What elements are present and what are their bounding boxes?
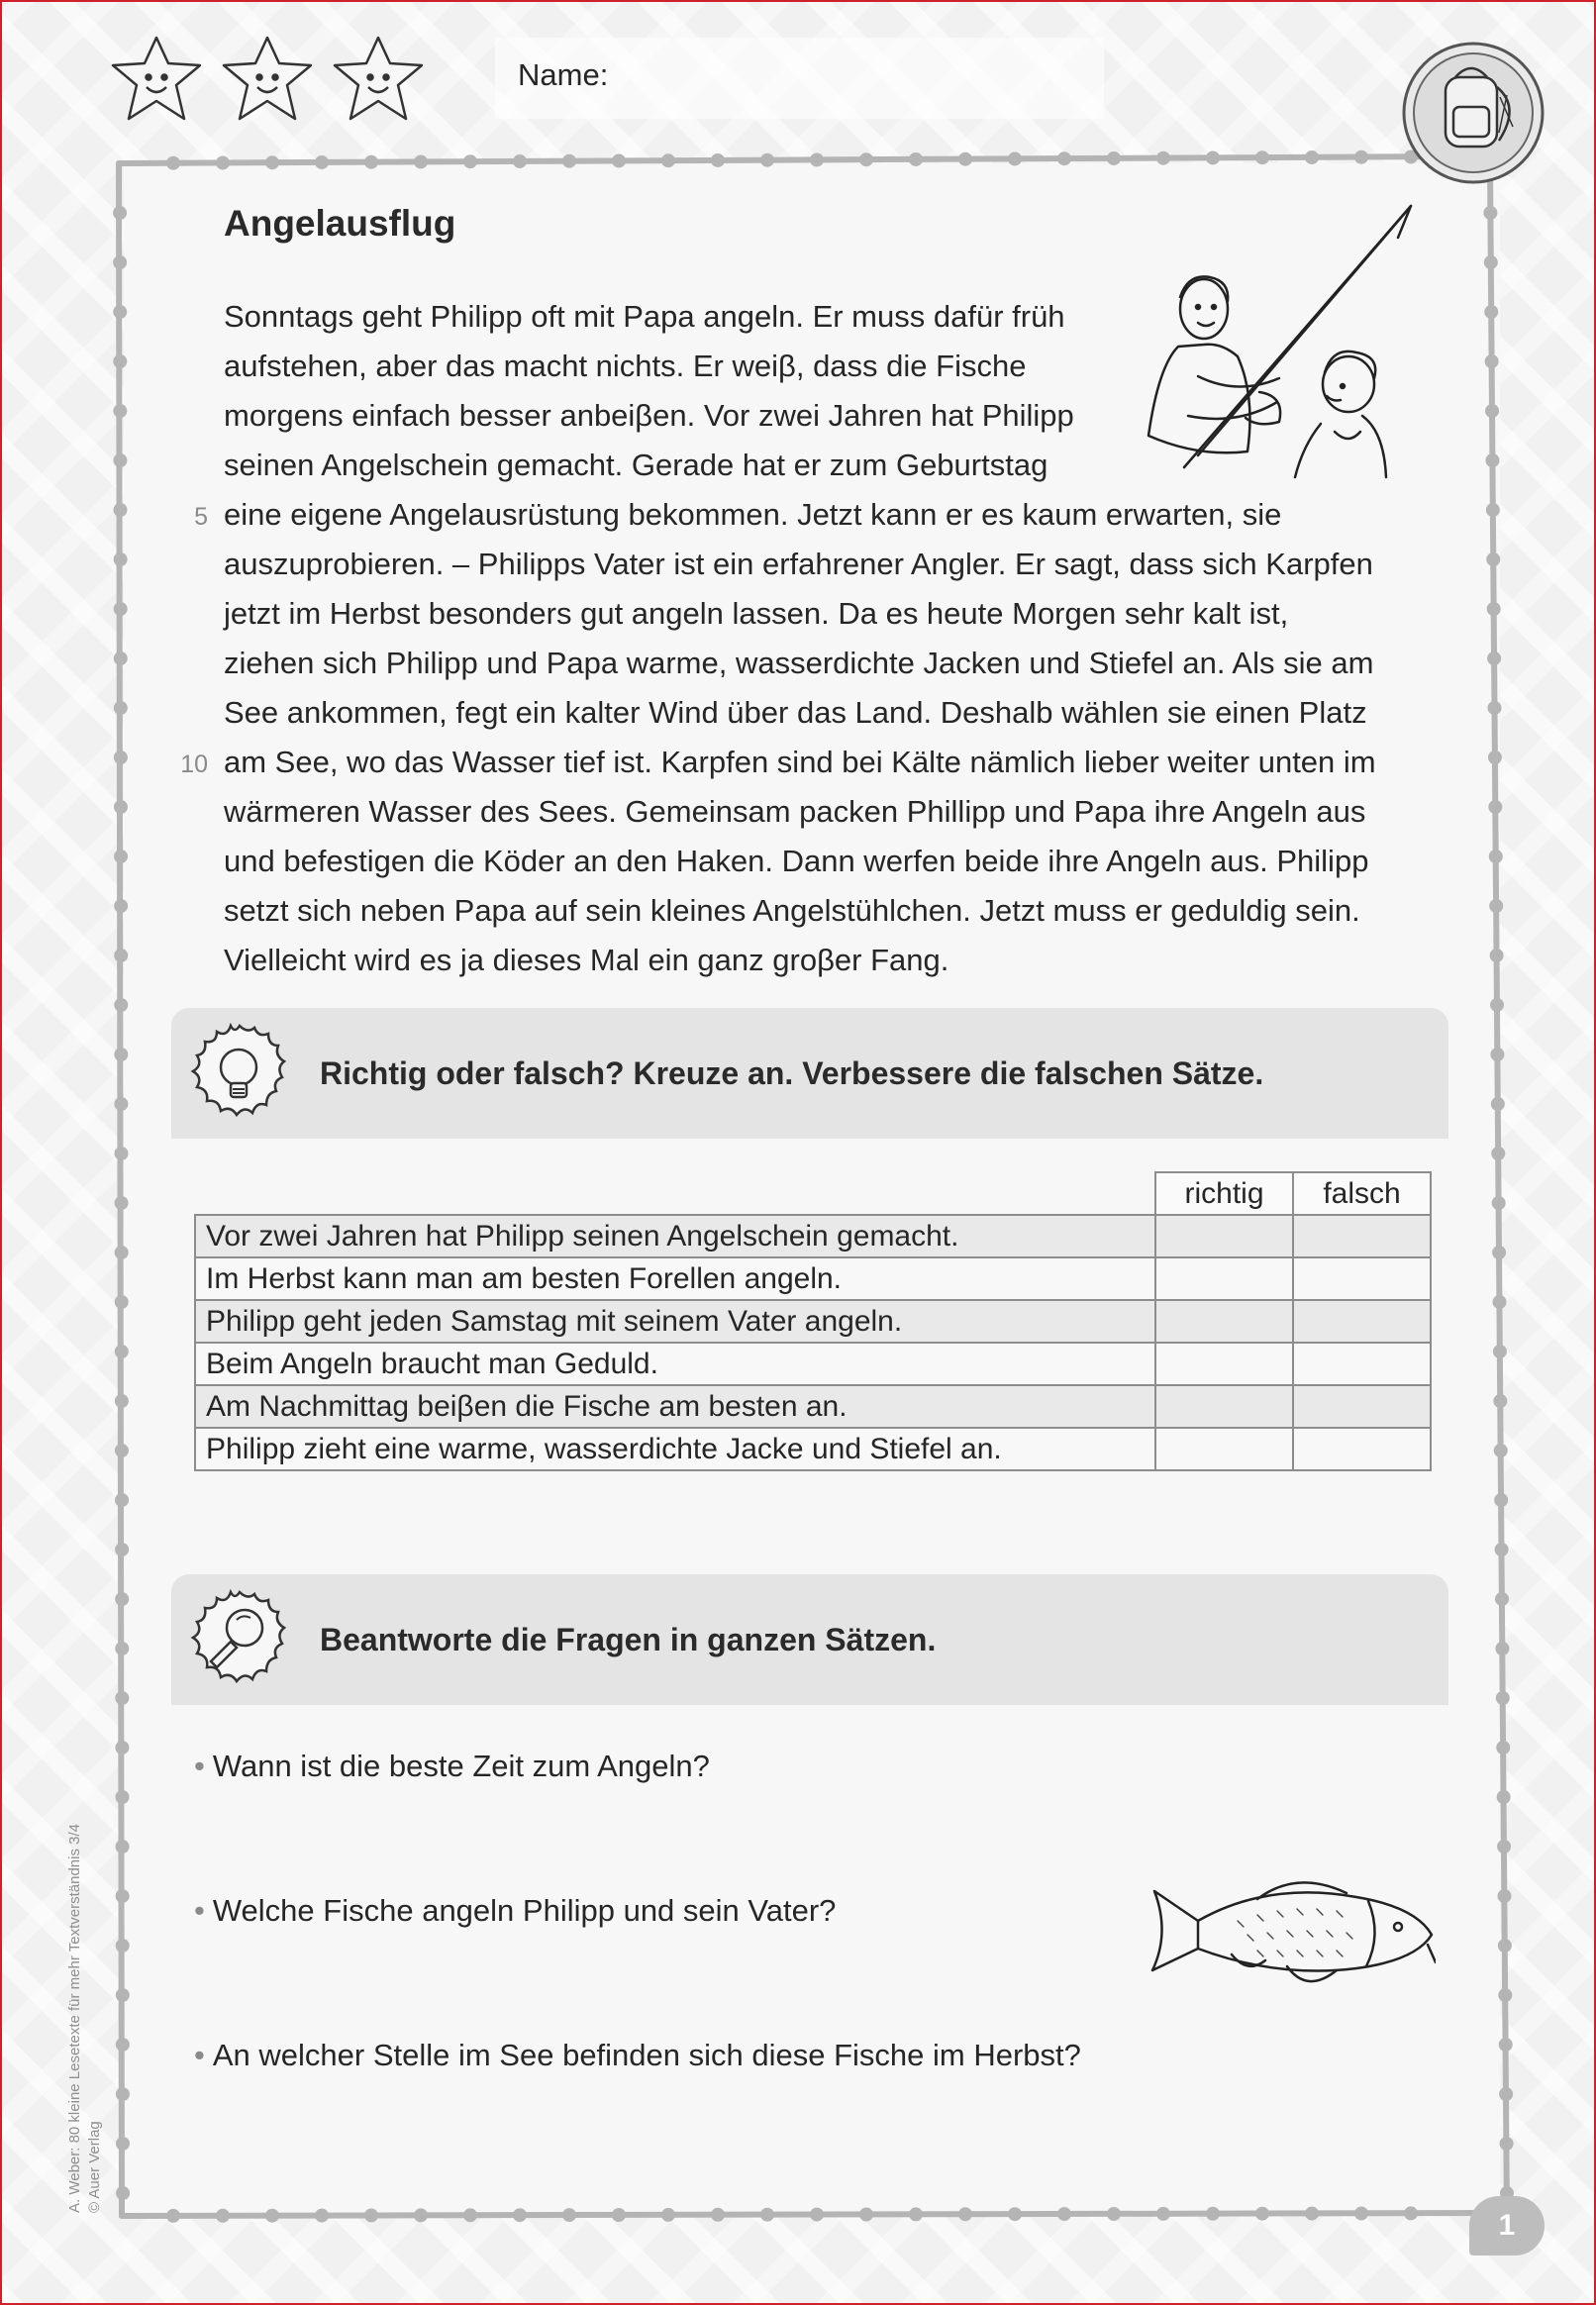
task-instruction-box bbox=[171, 1008, 1448, 1139]
frame-dot bbox=[1057, 151, 1071, 165]
checkbox-richtig[interactable] bbox=[1155, 1385, 1293, 1428]
frame-dot bbox=[958, 2207, 972, 2221]
magnifier-icon bbox=[185, 1588, 294, 1700]
story-line: Sonntags geht Philipp oft mit Papa angeln. Er muss dafür früh bbox=[224, 299, 1065, 334]
frame-dot bbox=[1497, 1840, 1511, 1854]
story-line: jetzt im Herbst besonders gut angeln lassen. Da es heute Morgen sehr kalt ist, bbox=[224, 596, 1289, 631]
line-number: 10 bbox=[180, 751, 208, 778]
frame-dot bbox=[1488, 800, 1502, 814]
frame-dot bbox=[1487, 602, 1501, 616]
question-text: An welcher Stelle im See befinden sich diese Fische im Herbst? bbox=[212, 2038, 1081, 2072]
statement-text: Philipp zieht eine warme, wasserdichte Jacke und Stiefel an. bbox=[195, 1428, 1155, 1470]
frame-dot bbox=[958, 152, 972, 166]
frame-dot bbox=[1255, 2207, 1269, 2221]
story-line: wärmeren Wasser des Sees. Gemeinsam packen Phillipp und Papa ihre Angeln aus bbox=[224, 794, 1366, 829]
frame-dot bbox=[661, 153, 675, 167]
backpack-badge-icon bbox=[1396, 38, 1554, 201]
frame-dot bbox=[1008, 151, 1022, 165]
frame-dot bbox=[115, 1592, 129, 1606]
line-number: 5 bbox=[194, 503, 208, 531]
frame-dot bbox=[612, 2208, 626, 2222]
checkbox-falsch[interactable] bbox=[1293, 1385, 1431, 1428]
frame-dot bbox=[1255, 150, 1269, 164]
statement-text: Vor zwei Jahren hat Philipp seinen Angelschein gemacht. bbox=[195, 1215, 1155, 1257]
frame-dot bbox=[113, 453, 127, 467]
frame-dot bbox=[463, 154, 477, 168]
frame-dot bbox=[1486, 552, 1500, 566]
frame-dot bbox=[115, 1444, 129, 1457]
frame-dot bbox=[1495, 1642, 1509, 1655]
frame-dot bbox=[859, 152, 873, 166]
frame-dot bbox=[1486, 503, 1500, 517]
frame-dot bbox=[1483, 206, 1497, 220]
frame-dot bbox=[113, 255, 127, 269]
story-line: seinen Angelschein gemacht. Gerade hat er zum Geburtstag bbox=[224, 448, 1048, 482]
story-line: aufstehen, aber das macht nichts. Er weiβ, dass die Fische bbox=[224, 349, 1027, 383]
frame-dot bbox=[909, 2207, 923, 2221]
frame-dot bbox=[115, 1394, 129, 1408]
frame-dot bbox=[115, 1741, 129, 1754]
question-item: • Welche Fische angeln Philipp und sein Vater? bbox=[194, 1893, 837, 1928]
story-line: auszuprobieren. – Philipps Vater ist ein erfahrener Angler. Er sagt, dass sich Karpfen bbox=[224, 547, 1373, 581]
rating-stars bbox=[109, 30, 446, 134]
frame-dot bbox=[116, 1840, 130, 1854]
frame-dot bbox=[113, 354, 127, 368]
frame-dot bbox=[216, 2209, 230, 2223]
statement-text: Philipp geht jeden Samstag mit seinem Vater angeln. bbox=[195, 1300, 1155, 1343]
frame-dot bbox=[1495, 1543, 1509, 1556]
frame-dot bbox=[1354, 150, 1368, 164]
checkbox-falsch[interactable] bbox=[1293, 1257, 1431, 1300]
checkbox-falsch[interactable] bbox=[1293, 1428, 1431, 1470]
frame-dot bbox=[114, 949, 128, 962]
table-row bbox=[195, 1300, 1431, 1343]
frame-dot bbox=[612, 153, 626, 167]
frame-dot bbox=[166, 2209, 180, 2223]
frame-dot bbox=[1494, 1493, 1508, 1507]
frame-dot bbox=[909, 152, 923, 166]
credit-line: A. Weber: 80 kleine Lesetexte für mehr Textverständnis 3/4 bbox=[66, 1824, 83, 2213]
frame-dot bbox=[1485, 404, 1499, 418]
frame-dot bbox=[116, 2137, 130, 2151]
frame-dot bbox=[116, 2038, 130, 2052]
frame-dot bbox=[513, 2208, 527, 2222]
frame-dot bbox=[1354, 2206, 1368, 2220]
frame-dot bbox=[1492, 1196, 1506, 1210]
frame-dot bbox=[115, 1345, 129, 1358]
frame-dot bbox=[116, 1889, 130, 1903]
frame-dot bbox=[1498, 1988, 1512, 2002]
frame-dot bbox=[1489, 850, 1503, 863]
frame-dot bbox=[114, 800, 128, 814]
frame-dot bbox=[1500, 2137, 1514, 2151]
frame-dot bbox=[1484, 305, 1498, 319]
frame-dot bbox=[113, 404, 127, 418]
frame-dot bbox=[115, 1691, 129, 1705]
statement-text: Beim Angeln braucht man Geduld. bbox=[195, 1343, 1155, 1385]
publisher-credit bbox=[65, 1824, 105, 2213]
task-instruction: Richtig oder falsch? Kreuze an. Verbessere die falschen Sätze. bbox=[320, 1055, 1264, 1091]
task-instruction-box bbox=[171, 1574, 1448, 1705]
story-line: und befestigen die Köder an den Haken. Dann werfen beide ihre Angeln aus. Philipp bbox=[224, 844, 1369, 878]
frame-dot bbox=[1487, 651, 1501, 665]
frame-dot bbox=[1485, 453, 1499, 467]
checkbox-richtig[interactable] bbox=[1155, 1343, 1293, 1385]
frame-dot bbox=[1008, 2207, 1022, 2221]
true-false-table bbox=[194, 1171, 1432, 1471]
frame-dot bbox=[1494, 1444, 1508, 1457]
statement-text: Am Nachmittag beiβen die Fische am besten an. bbox=[195, 1385, 1155, 1428]
checkbox-falsch[interactable] bbox=[1293, 1300, 1431, 1343]
frame-dot bbox=[1488, 751, 1502, 764]
frame-dot bbox=[114, 998, 128, 1012]
frame-dot bbox=[1493, 1345, 1507, 1358]
frame-dot bbox=[414, 154, 428, 168]
frame-dot bbox=[115, 1543, 129, 1556]
table-row bbox=[195, 1257, 1431, 1300]
carp-illustration bbox=[1148, 1871, 1436, 2005]
frame-dot bbox=[114, 1048, 128, 1061]
frame-dot bbox=[1156, 151, 1170, 165]
frame-dot bbox=[1107, 151, 1121, 165]
story-line: eine eigene Angelausrüstung bekommen. Jetzt kann er es kaum erwarten, sie bbox=[224, 497, 1282, 532]
frame-dot bbox=[114, 503, 128, 517]
frame-dot bbox=[1057, 2207, 1071, 2221]
frame-dot bbox=[116, 1988, 130, 2002]
frame-dot bbox=[414, 2208, 428, 2222]
frame-dot bbox=[113, 206, 127, 220]
frame-dot bbox=[114, 850, 128, 863]
frame-dot bbox=[1156, 2207, 1170, 2221]
checkbox-richtig[interactable] bbox=[1155, 1300, 1293, 1343]
frame-dot bbox=[810, 152, 824, 166]
frame-dot bbox=[114, 552, 128, 566]
frame-dot bbox=[859, 2207, 873, 2221]
story-line: See ankommen, fegt ein kalter Wind über das Land. Deshalb wählen sie einen Platz bbox=[224, 695, 1367, 730]
question-text: Welche Fische angeln Philipp und sein Vater? bbox=[212, 1893, 837, 1928]
frame-dot bbox=[315, 2209, 329, 2223]
frame-dot bbox=[1499, 2087, 1513, 2101]
frame-dot bbox=[115, 1790, 129, 1804]
frame-dot bbox=[1490, 998, 1504, 1012]
frame-dot bbox=[1488, 701, 1502, 715]
frame-dot bbox=[661, 2208, 675, 2222]
frame-dot bbox=[364, 155, 378, 169]
frame-dot bbox=[513, 154, 527, 168]
frame-dot bbox=[1493, 1394, 1507, 1408]
frame-dot bbox=[116, 1939, 130, 1953]
question-item: • An welcher Stelle im See befinden sich diese Fische im Herbst? bbox=[194, 2038, 1081, 2072]
frame-dot bbox=[1493, 1295, 1507, 1309]
table-header-row bbox=[195, 1172, 1431, 1215]
story-line: am See, wo das Wasser tief ist. Karpfen sind bei Kälte nämlich lieber weiter unten im bbox=[224, 745, 1376, 779]
checkbox-richtig[interactable] bbox=[1155, 1257, 1293, 1300]
frame-dot bbox=[115, 1295, 129, 1309]
frame-dot bbox=[1206, 2207, 1220, 2221]
frame-dot bbox=[711, 2208, 725, 2222]
frame-dot bbox=[1305, 150, 1319, 164]
task-instruction: Beantworte die Fragen in ganzen Sätzen. bbox=[320, 1622, 937, 1657]
frame-dot bbox=[562, 2208, 576, 2222]
checkbox-richtig[interactable] bbox=[1155, 1428, 1293, 1470]
frame-dot bbox=[1498, 1939, 1512, 1953]
frame-dot bbox=[1496, 1691, 1510, 1705]
frame-dot bbox=[760, 2208, 774, 2222]
frame-dot bbox=[1489, 899, 1503, 913]
frame-dot bbox=[562, 154, 576, 168]
frame-dot bbox=[1490, 949, 1504, 962]
frame-dot bbox=[265, 155, 279, 169]
credit-line: © Auer Verlag bbox=[86, 2121, 103, 2213]
frame-dot bbox=[760, 153, 774, 167]
frame-dot bbox=[1496, 1741, 1510, 1754]
frame-dot bbox=[114, 1097, 128, 1111]
frame-dot bbox=[115, 1642, 129, 1655]
frame-dot bbox=[113, 305, 127, 319]
frame-dot bbox=[115, 1147, 129, 1160]
column-header-falsch: falsch bbox=[1293, 1172, 1431, 1215]
table-row bbox=[195, 1385, 1431, 1428]
frame-dot bbox=[1491, 1097, 1505, 1111]
story-line: setzt sich neben Papa auf sein kleines Angelstühlchen. Jetzt muss er geduldig sein. bbox=[224, 893, 1360, 928]
frame-dot bbox=[1485, 354, 1499, 368]
story-line: ziehen sich Philipp und Papa warme, wasserdichte Jacken und Stiefel an. Als sie am bbox=[224, 646, 1374, 680]
frame-dot bbox=[115, 1493, 129, 1507]
frame-dot bbox=[1492, 1246, 1506, 1259]
frame-dot bbox=[216, 155, 230, 169]
story-title: Angelausflug bbox=[224, 203, 456, 244]
table-row bbox=[195, 1343, 1431, 1385]
frame-dot bbox=[463, 2208, 477, 2222]
frame-dot bbox=[1499, 2038, 1513, 2052]
frame-dot bbox=[1107, 2207, 1121, 2221]
story-line: morgens einfach besser anbeiβen. Vor zwei Jahren hat Philipp bbox=[224, 398, 1074, 433]
frame-dot bbox=[1206, 150, 1220, 164]
frame-dot bbox=[810, 2208, 824, 2222]
frame-dot bbox=[114, 751, 128, 764]
checkbox-richtig[interactable] bbox=[1155, 1215, 1293, 1257]
frame-dot bbox=[114, 602, 128, 616]
lightbulb-icon bbox=[185, 1022, 294, 1134]
frame-dot bbox=[1497, 1889, 1511, 1903]
question-item: • Wann ist die beste Zeit zum Angeln? bbox=[194, 1749, 710, 1783]
table-row bbox=[195, 1428, 1431, 1470]
statement-text: Im Herbst kann man am besten Forellen angeln. bbox=[195, 1257, 1155, 1300]
page-number: 1 bbox=[1469, 2196, 1545, 2255]
frame-dot bbox=[364, 2208, 378, 2222]
name-label: Name: bbox=[518, 57, 609, 92]
checkbox-falsch[interactable] bbox=[1293, 1343, 1431, 1385]
frame-dot bbox=[1490, 1048, 1504, 1061]
frame-dot bbox=[116, 2186, 130, 2200]
frame-dot bbox=[711, 153, 725, 167]
smiling-star-icon bbox=[113, 38, 200, 119]
smiling-star-icon bbox=[224, 38, 311, 119]
frame-dot bbox=[114, 651, 128, 665]
frame-dot bbox=[315, 155, 329, 169]
frame-dot bbox=[115, 1246, 129, 1259]
checkbox-falsch[interactable] bbox=[1293, 1215, 1431, 1257]
frame-dot bbox=[265, 2209, 279, 2223]
question-text: Wann ist die beste Zeit zum Angeln? bbox=[212, 1749, 710, 1783]
father-son-fishing-illustration bbox=[1139, 198, 1421, 485]
frame-dot bbox=[1497, 1790, 1511, 1804]
smiling-star-icon bbox=[335, 38, 422, 119]
frame-dot bbox=[1484, 255, 1498, 269]
frame-dot bbox=[115, 1196, 129, 1210]
frame-dot bbox=[1404, 2206, 1418, 2220]
frame-dot bbox=[114, 899, 128, 913]
frame-dot bbox=[114, 701, 128, 715]
column-header-richtig: richtig bbox=[1155, 1172, 1293, 1215]
frame-dot bbox=[1305, 2207, 1319, 2221]
table-row bbox=[195, 1215, 1431, 1257]
frame-dot bbox=[166, 156, 180, 170]
frame-dot bbox=[1491, 1147, 1505, 1160]
frame-dot bbox=[116, 2087, 130, 2101]
frame-dot bbox=[1495, 1592, 1509, 1606]
story-line: Vielleicht wird es ja dieses Mal ein ganz groβer Fang. bbox=[224, 943, 949, 977]
table-header-blank bbox=[195, 1172, 1155, 1215]
